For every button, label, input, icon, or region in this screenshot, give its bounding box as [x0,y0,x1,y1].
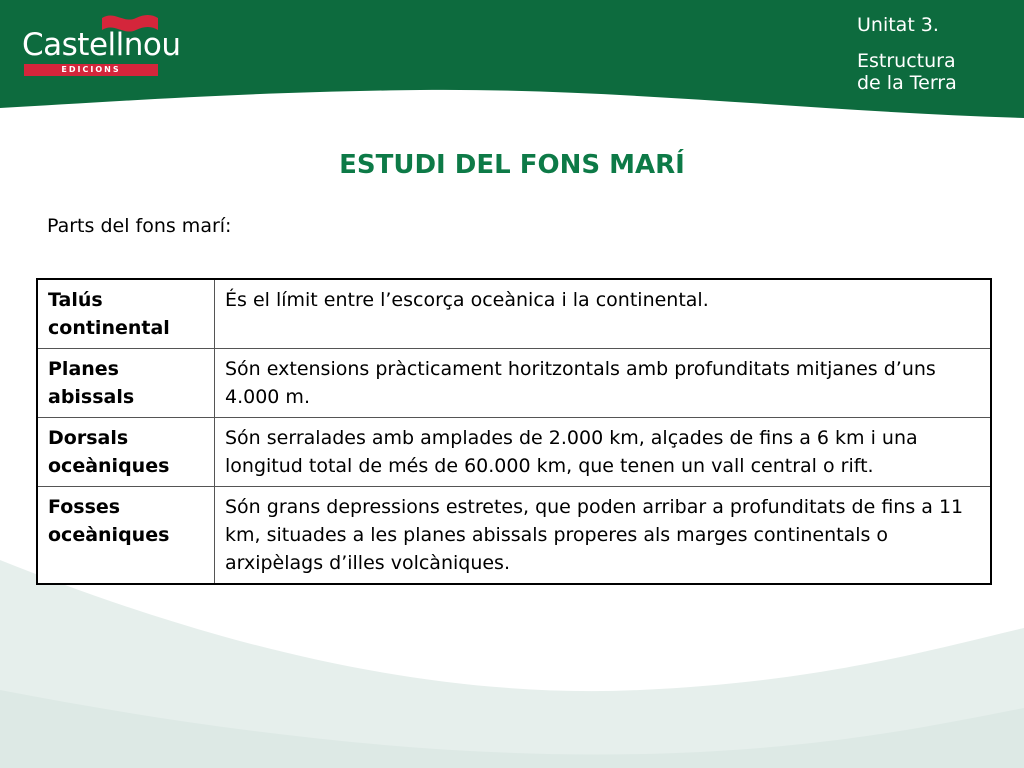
description-cell: Són grans depressions estretes, que poden arribar a profunditats de fins a 11 km, situades a les planes abissals properes als marges continentals o arxipèlags d’illes volcàniques. [215,487,992,585]
term-cell: Dorsals oceàniques [37,418,215,487]
castellnou-logo [18,10,181,80]
unit-title: Unitat 3. [857,14,939,36]
unit-subtitle: Estructura de la Terra [857,50,957,94]
section-intro: Parts del fons marí: [47,215,232,237]
description-cell: És el límit entre l’escorça oceànica i la continental. [215,279,992,349]
description-cell: Són extensions pràcticament horitzontals amb profunditats mitjanes d’uns 4.000 m. [215,349,992,418]
term-cell: Fosses oceàniques [37,487,215,585]
seafloor-parts-table [36,278,992,585]
logo-brand: Castellnou [22,27,181,63]
unit-info [857,14,957,94]
table-row [37,487,991,585]
term-cell: Talús continental [37,279,215,349]
description-cell: Són serralades amb amplades de 2.000 km, alçades de fins a 6 km i una longitud total de més de 60.000 km, que tenen un vall central o rift. [215,418,992,487]
logo-sub: EDICIONS [24,64,158,76]
table-row [37,279,991,349]
table-row [37,418,991,487]
term-cell: Planes abissals [37,349,215,418]
table-row [37,349,991,418]
page-title: ESTUDI DEL FONS MARÍ [339,150,685,180]
